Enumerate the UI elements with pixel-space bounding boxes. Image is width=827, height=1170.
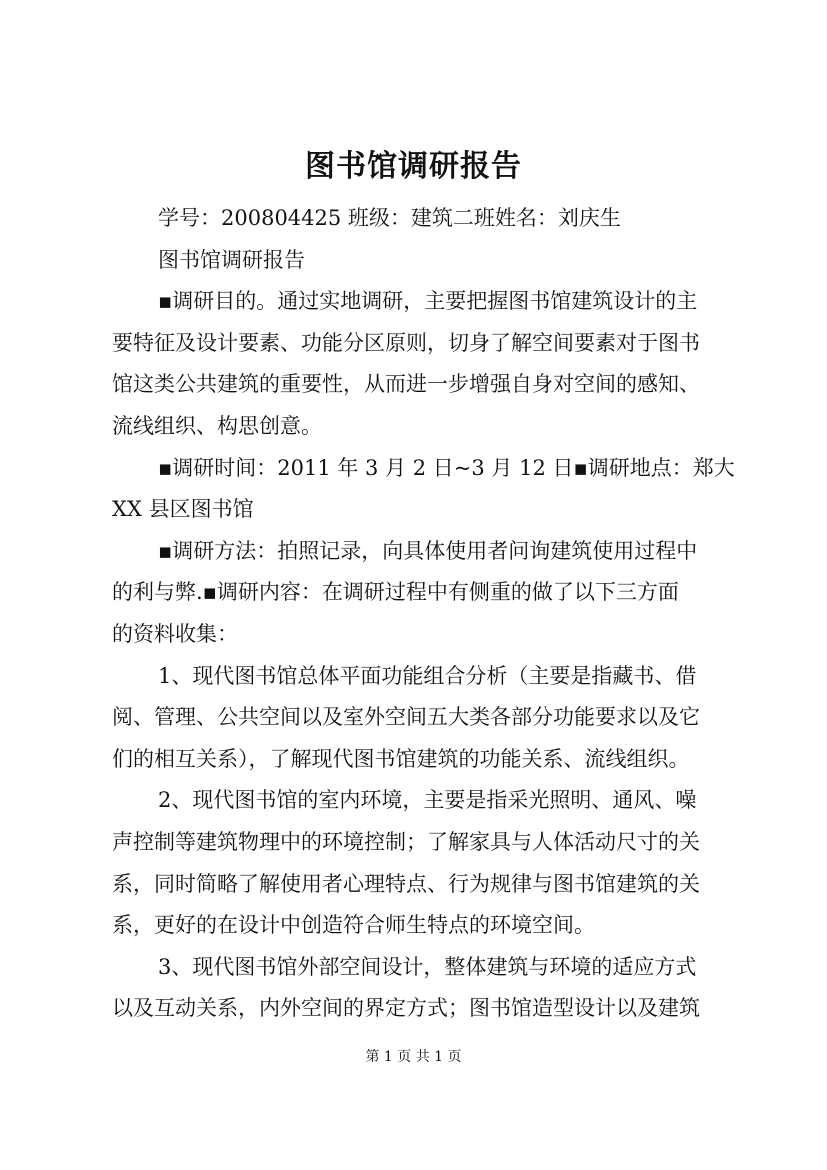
body-line: 阅、管理、公共空间以及室外空间五大类各部分功能要求以及它: [112, 705, 700, 730]
body-line: ▪调研方法：拍照记录，向具体使用者问询建筑使用过程中: [158, 538, 698, 563]
body-line: 3、现代图书馆外部空间设计，整体建筑与环境的适应方式: [158, 954, 697, 979]
body-line: 的资料收集：: [112, 621, 238, 646]
body-line: 声控制等建筑物理中的环境控制；了解家具与人体活动尺寸的关: [112, 829, 700, 854]
page-footer: 第 1 页 共 1 页: [365, 1049, 462, 1065]
body-line: 系，同时简略了解使用者心理特点、行为规律与图书馆建筑的关: [112, 871, 700, 896]
body-line: ▪调研目的。通过实地调研，主要把握图书馆建筑设计的主: [158, 289, 698, 314]
body-line: 2、现代图书馆的室内环境，主要是指采光照明、通风、噪: [158, 788, 697, 813]
document-title: 图书馆调研报告: [305, 149, 522, 184]
body-line: 学号：200804425 班级：建筑二班姓名：刘庆生: [158, 206, 621, 230]
body-line: XX 县区图书馆: [112, 497, 254, 522]
body-line: 馆这类公共建筑的重要性，从而进一步增强自身对空间的感知、: [112, 372, 700, 397]
body-line: 1、现代图书馆总体平面功能组合分析（主要是指藏书、借: [158, 663, 697, 688]
body-line: 要特征及设计要素、功能分区原则，切身了解空间要素对于图书: [112, 330, 700, 355]
body-line: 系，更好的在设计中创造符合师生特点的环境空间。: [112, 913, 595, 938]
body-line: ▪调研时间：2011 年 3 月 2 日~3 月 12 日▪调研地点：郑大: [158, 455, 735, 480]
body-line: 流线组织、构思创意。: [112, 413, 322, 438]
body-line: 图书馆调研报告: [158, 247, 305, 272]
body-line: 以及互动关系，内外空间的界定方式；图书馆造型设计以及建筑: [112, 996, 700, 1021]
body-line: 们的相互关系），了解现代图书馆建筑的功能关系、流线组织。: [112, 746, 690, 771]
body-line: 的利与弊.▪调研内容：在调研过程中有侧重的做了以下三方面: [112, 580, 679, 605]
document-body: [112, 198, 735, 1030]
